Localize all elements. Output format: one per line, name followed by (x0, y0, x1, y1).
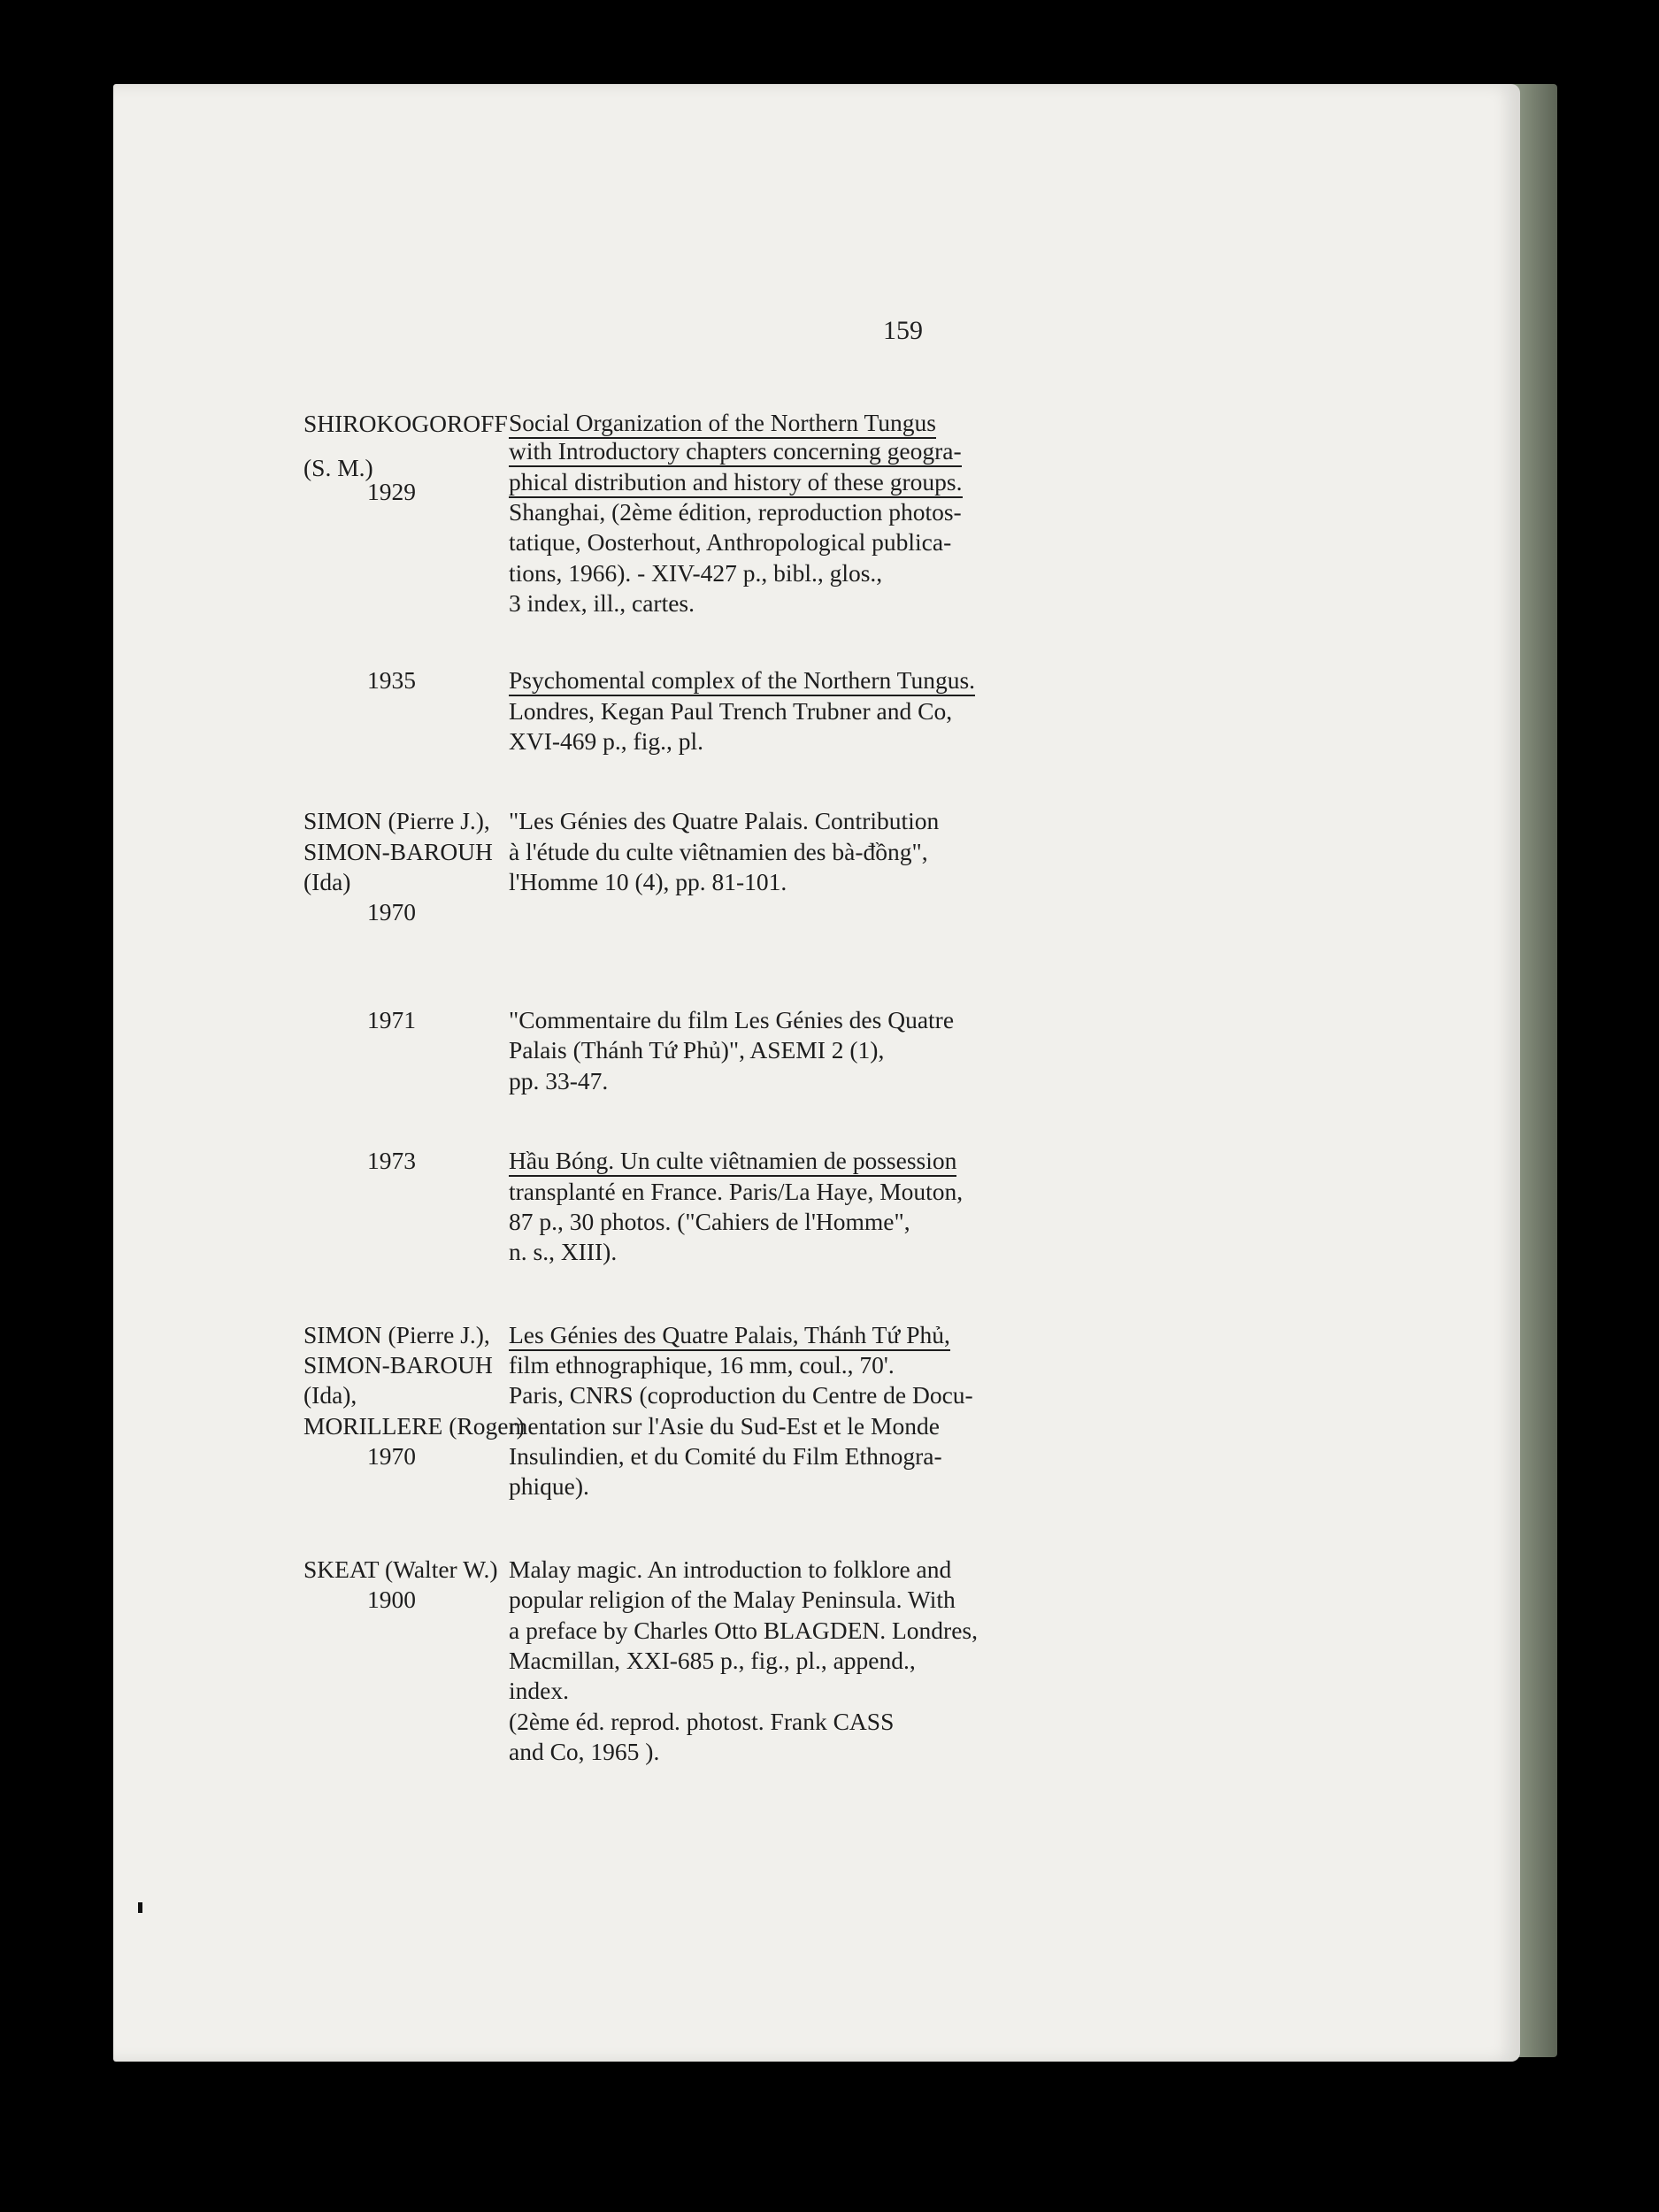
author-line: SIMON-BAROUH (303, 1351, 493, 1379)
entry-year: 1970 (367, 1442, 416, 1471)
citation-line: Paris, CNRS (coproduction du Centre de Docu- (509, 1381, 973, 1409)
citation-line: XVI-469 p., fig., pl. (509, 726, 703, 755)
author-line: MORILLERE (Roger) (303, 1411, 525, 1440)
page-edge-mark (138, 1902, 142, 1913)
citation-line: l'Homme 10 (4), pp. 81-101. (509, 868, 787, 896)
citation-line: index. (509, 1677, 569, 1705)
citation-title-line: Les Génies des Quatre Palais, Thánh Tứ Phủ, (509, 1321, 950, 1351)
citation-line: n. s., XIII). (509, 1238, 618, 1266)
citation-line: Palais (Thánh Tứ Phủ)", ASEMI 2 (1), (509, 1036, 885, 1064)
entry-year: 1900 (367, 1586, 416, 1614)
author-line: (S. M.) (303, 454, 373, 482)
entry-year: 1929 (367, 477, 416, 505)
author-line: SKEAT (Walter W.) (303, 1555, 498, 1583)
citation-line: 87 p., 30 photos. ("Cahiers de l'Homme", (509, 1207, 910, 1235)
citation-line: film ethnographique, 16 mm, coul., 70'. (509, 1351, 895, 1379)
author-line: SIMON (Pierre J.), (303, 1320, 490, 1348)
author-line: (Ida), (303, 1381, 357, 1409)
citation-line: à l'étude du culte viêtnamien des bà-đồng", (509, 837, 928, 865)
author-line: (Ida) (303, 868, 351, 896)
citation-line: a preface by Charles Otto BLAGDEN. Londres, (509, 1616, 978, 1644)
citation-line: and Co, 1965 ). (509, 1737, 660, 1765)
citation-line: tions, 1966). - XIV-427 p., bibl., glos., (509, 558, 883, 587)
citation-line: 3 index, ill., cartes. (509, 588, 695, 617)
author-line: SHIROKOGOROFF (303, 410, 508, 438)
author-line: SIMON (Pierre J.), (303, 807, 490, 835)
citation-line: tatique, Oosterhout, Anthropological publica- (509, 528, 952, 557)
citation-line: Londres, Kegan Paul Trench Trubner and Co, (509, 696, 953, 725)
citation-line: phique). (509, 1472, 589, 1501)
document-page (113, 84, 1520, 2062)
citation-line: (2ème éd. reprod. photost. Frank CASS (509, 1707, 895, 1735)
citation-title-line: with Introductory chapters concerning geogra- (509, 437, 962, 467)
citation-line: "Les Génies des Quatre Palais. Contribution (509, 807, 940, 835)
author-line: SIMON-BAROUH (303, 837, 493, 865)
page-number: 159 (883, 316, 923, 345)
entry-year: 1971 (367, 1006, 416, 1034)
citation-line: popular religion of the Malay Peninsula. With (509, 1586, 956, 1614)
citation-line: Shanghai, (2ème édition, reproduction photos- (509, 498, 962, 526)
entry-year: 1973 (367, 1147, 416, 1175)
citation-title-line: phical distribution and history of these groups. (509, 468, 963, 498)
citation-line: mentation sur l'Asie du Sud-Est et le Monde (509, 1411, 940, 1440)
citation-title-line: Psychomental complex of the Northern Tungus. (509, 666, 975, 696)
citation-line: transplanté en France. Paris/La Haye, Mouton, (509, 1177, 964, 1205)
citation-line: Macmillan, XXI-685 p., fig., pl., append., (509, 1646, 916, 1674)
citation-line: pp. 33-47. (509, 1066, 609, 1094)
citation-line: Malay magic. An introduction to folklore and (509, 1555, 952, 1583)
citation-line: "Commentaire du film Les Génies des Quatre (509, 1006, 955, 1034)
citation-title-line: Social Organization of the Northern Tungus (509, 409, 936, 439)
citation-title-line: Hầu Bóng. Un culte viêtnamien de possession (509, 1147, 956, 1177)
citation-line: Insulindien, et du Comité du Film Ethnogra- (509, 1442, 942, 1471)
entry-year: 1935 (367, 666, 416, 695)
entry-year: 1970 (367, 898, 416, 926)
